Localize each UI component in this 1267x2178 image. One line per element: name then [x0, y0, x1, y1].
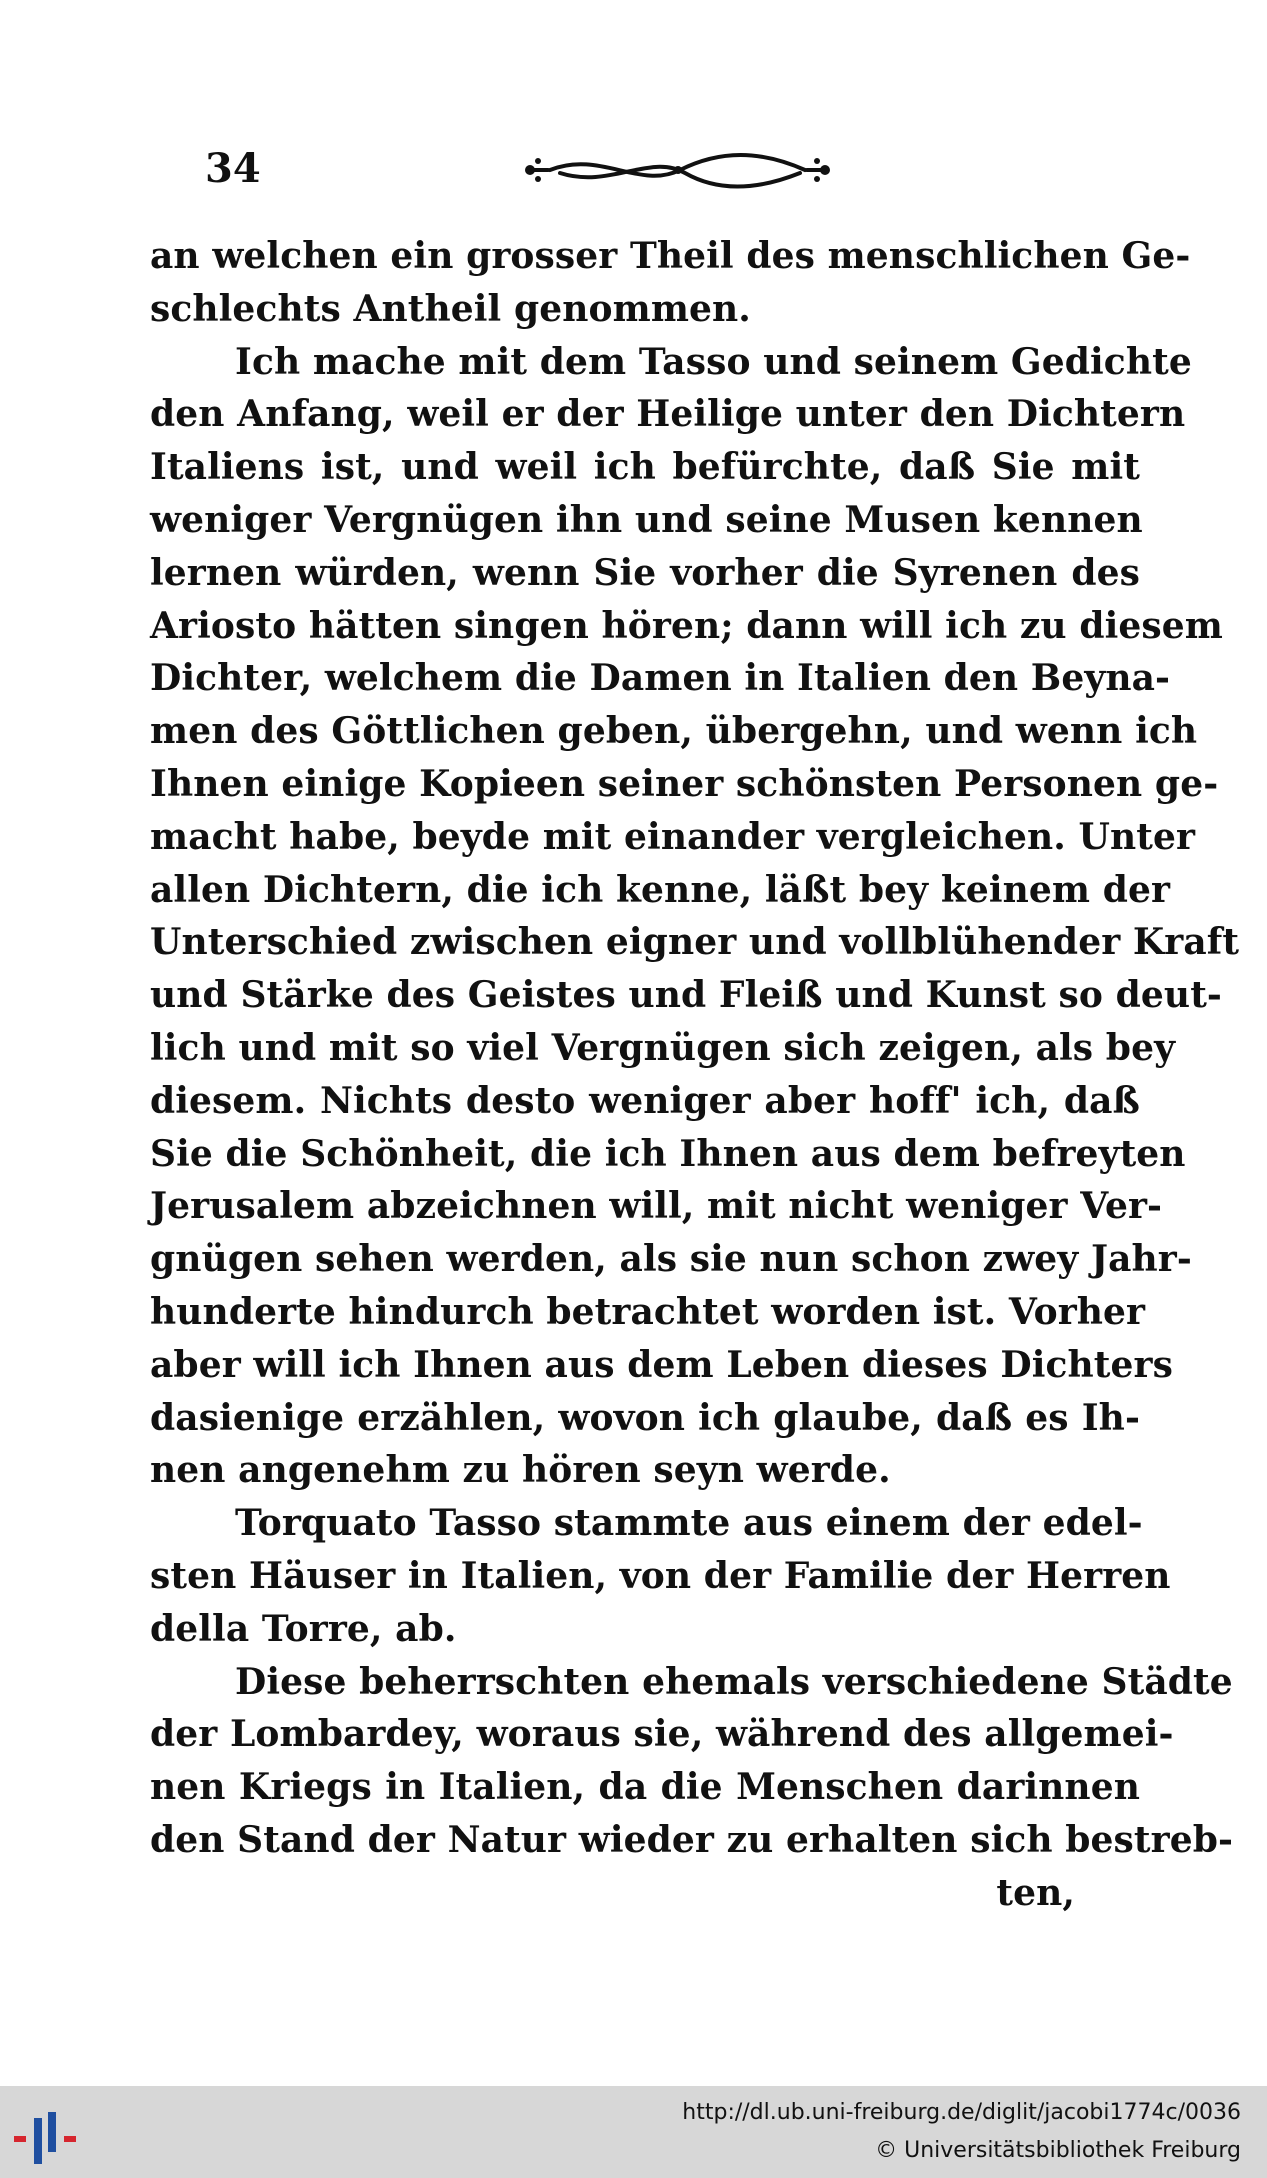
text-line: Jerusalem abzeichnen will, mit nicht weniger Ver-: [150, 1185, 1163, 1228]
text-line: hunderte hindurch betrachtet worden ist. Vorher: [150, 1290, 1146, 1333]
text-line: allen Dichtern, die ich kenne, läßt bey keinem der: [150, 868, 1171, 911]
copyright-text: © Universitätsbibliothek Freiburg: [875, 2138, 1241, 2163]
text-line: nen angenehm zu hören seyn werde.: [150, 1449, 891, 1492]
text-line: Diese beherrschten ehemals verschiedene Städte: [235, 1660, 1233, 1703]
footer-bar: [0, 2086, 1267, 2178]
text-line: Sie die Schönheit, die ich Ihnen aus dem befreyten: [150, 1132, 1186, 1175]
text-line: macht habe, beyde mit einander vergleichen. Unter: [150, 815, 1196, 858]
text-line: Torquato Tasso stammte aus einem der edel-: [235, 1502, 1143, 1545]
text-line: della Torre, ab.: [150, 1607, 457, 1650]
library-logo-icon: [12, 2108, 80, 2168]
text-line: men des Göttlichen geben, übergehn, und wenn ich: [150, 710, 1198, 753]
text-line: Unterschied zwischen eigner und vollblühender Kraft: [150, 921, 1240, 964]
page-header: [205, 145, 1105, 205]
text-line: diesem. Nichts desto weniger aber hoff' ich, daß: [150, 1079, 1140, 1122]
text-line: aber will ich Ihnen aus dem Leben dieses Dichters: [150, 1343, 1173, 1386]
page-number: 34: [205, 145, 261, 192]
catchword: ten,: [996, 1871, 1075, 1914]
text-line: sten Häuser in Italien, von der Familie der Herren: [150, 1554, 1171, 1597]
text-line: lernen würden, wenn Sie vorher die Syrenen des: [150, 551, 1140, 594]
ornament-icon: [520, 145, 835, 195]
source-url-link[interactable]: http://dl.ub.uni-freiburg.de/diglit/jacobi1774c/0036: [682, 2100, 1241, 2125]
text-line: den Anfang, weil er der Heilige unter den Dichtern: [150, 393, 1186, 436]
text-line: Ich mache mit dem Tasso und seinem Gedichte: [235, 340, 1192, 383]
body-text: [150, 230, 1240, 1920]
text-line: der Lombardey, woraus sie, während des allgemei-: [150, 1713, 1174, 1756]
text-line: und Stärke des Geistes und Fleiß und Kunst so deut-: [150, 974, 1222, 1017]
text-line: lich und mit so viel Vergnügen sich zeigen, als bey: [150, 1026, 1176, 1069]
text-line: weniger Vergnügen ihn und seine Musen kennen: [150, 498, 1143, 541]
text-line: Ariosto hätten singen hören; dann will ich zu diesem: [150, 604, 1223, 647]
text-line: den Stand der Natur wieder zu erhalten sich bestreb-: [150, 1818, 1234, 1861]
text-line: an welchen ein grosser Theil des menschlichen Ge-: [150, 235, 1191, 277]
text-line: Dichter, welchem die Damen in Italien den Beyna-: [150, 657, 1171, 700]
text-line: gnügen sehen werden, als sie nun schon zwey Jahr-: [150, 1238, 1192, 1281]
text-line: dasienige erzählen, wovon ich glaube, daß es Ih-: [150, 1396, 1140, 1439]
text-line: Italiens ist, und weil ich befürchte, daß Sie mit: [150, 446, 1140, 489]
text-line: schlechts Antheil genommen.: [150, 287, 751, 330]
text-line: nen Kriegs in Italien, da die Menschen darinnen: [150, 1766, 1140, 1809]
text-line: Ihnen einige Kopieen seiner schönsten Personen ge-: [150, 762, 1219, 805]
